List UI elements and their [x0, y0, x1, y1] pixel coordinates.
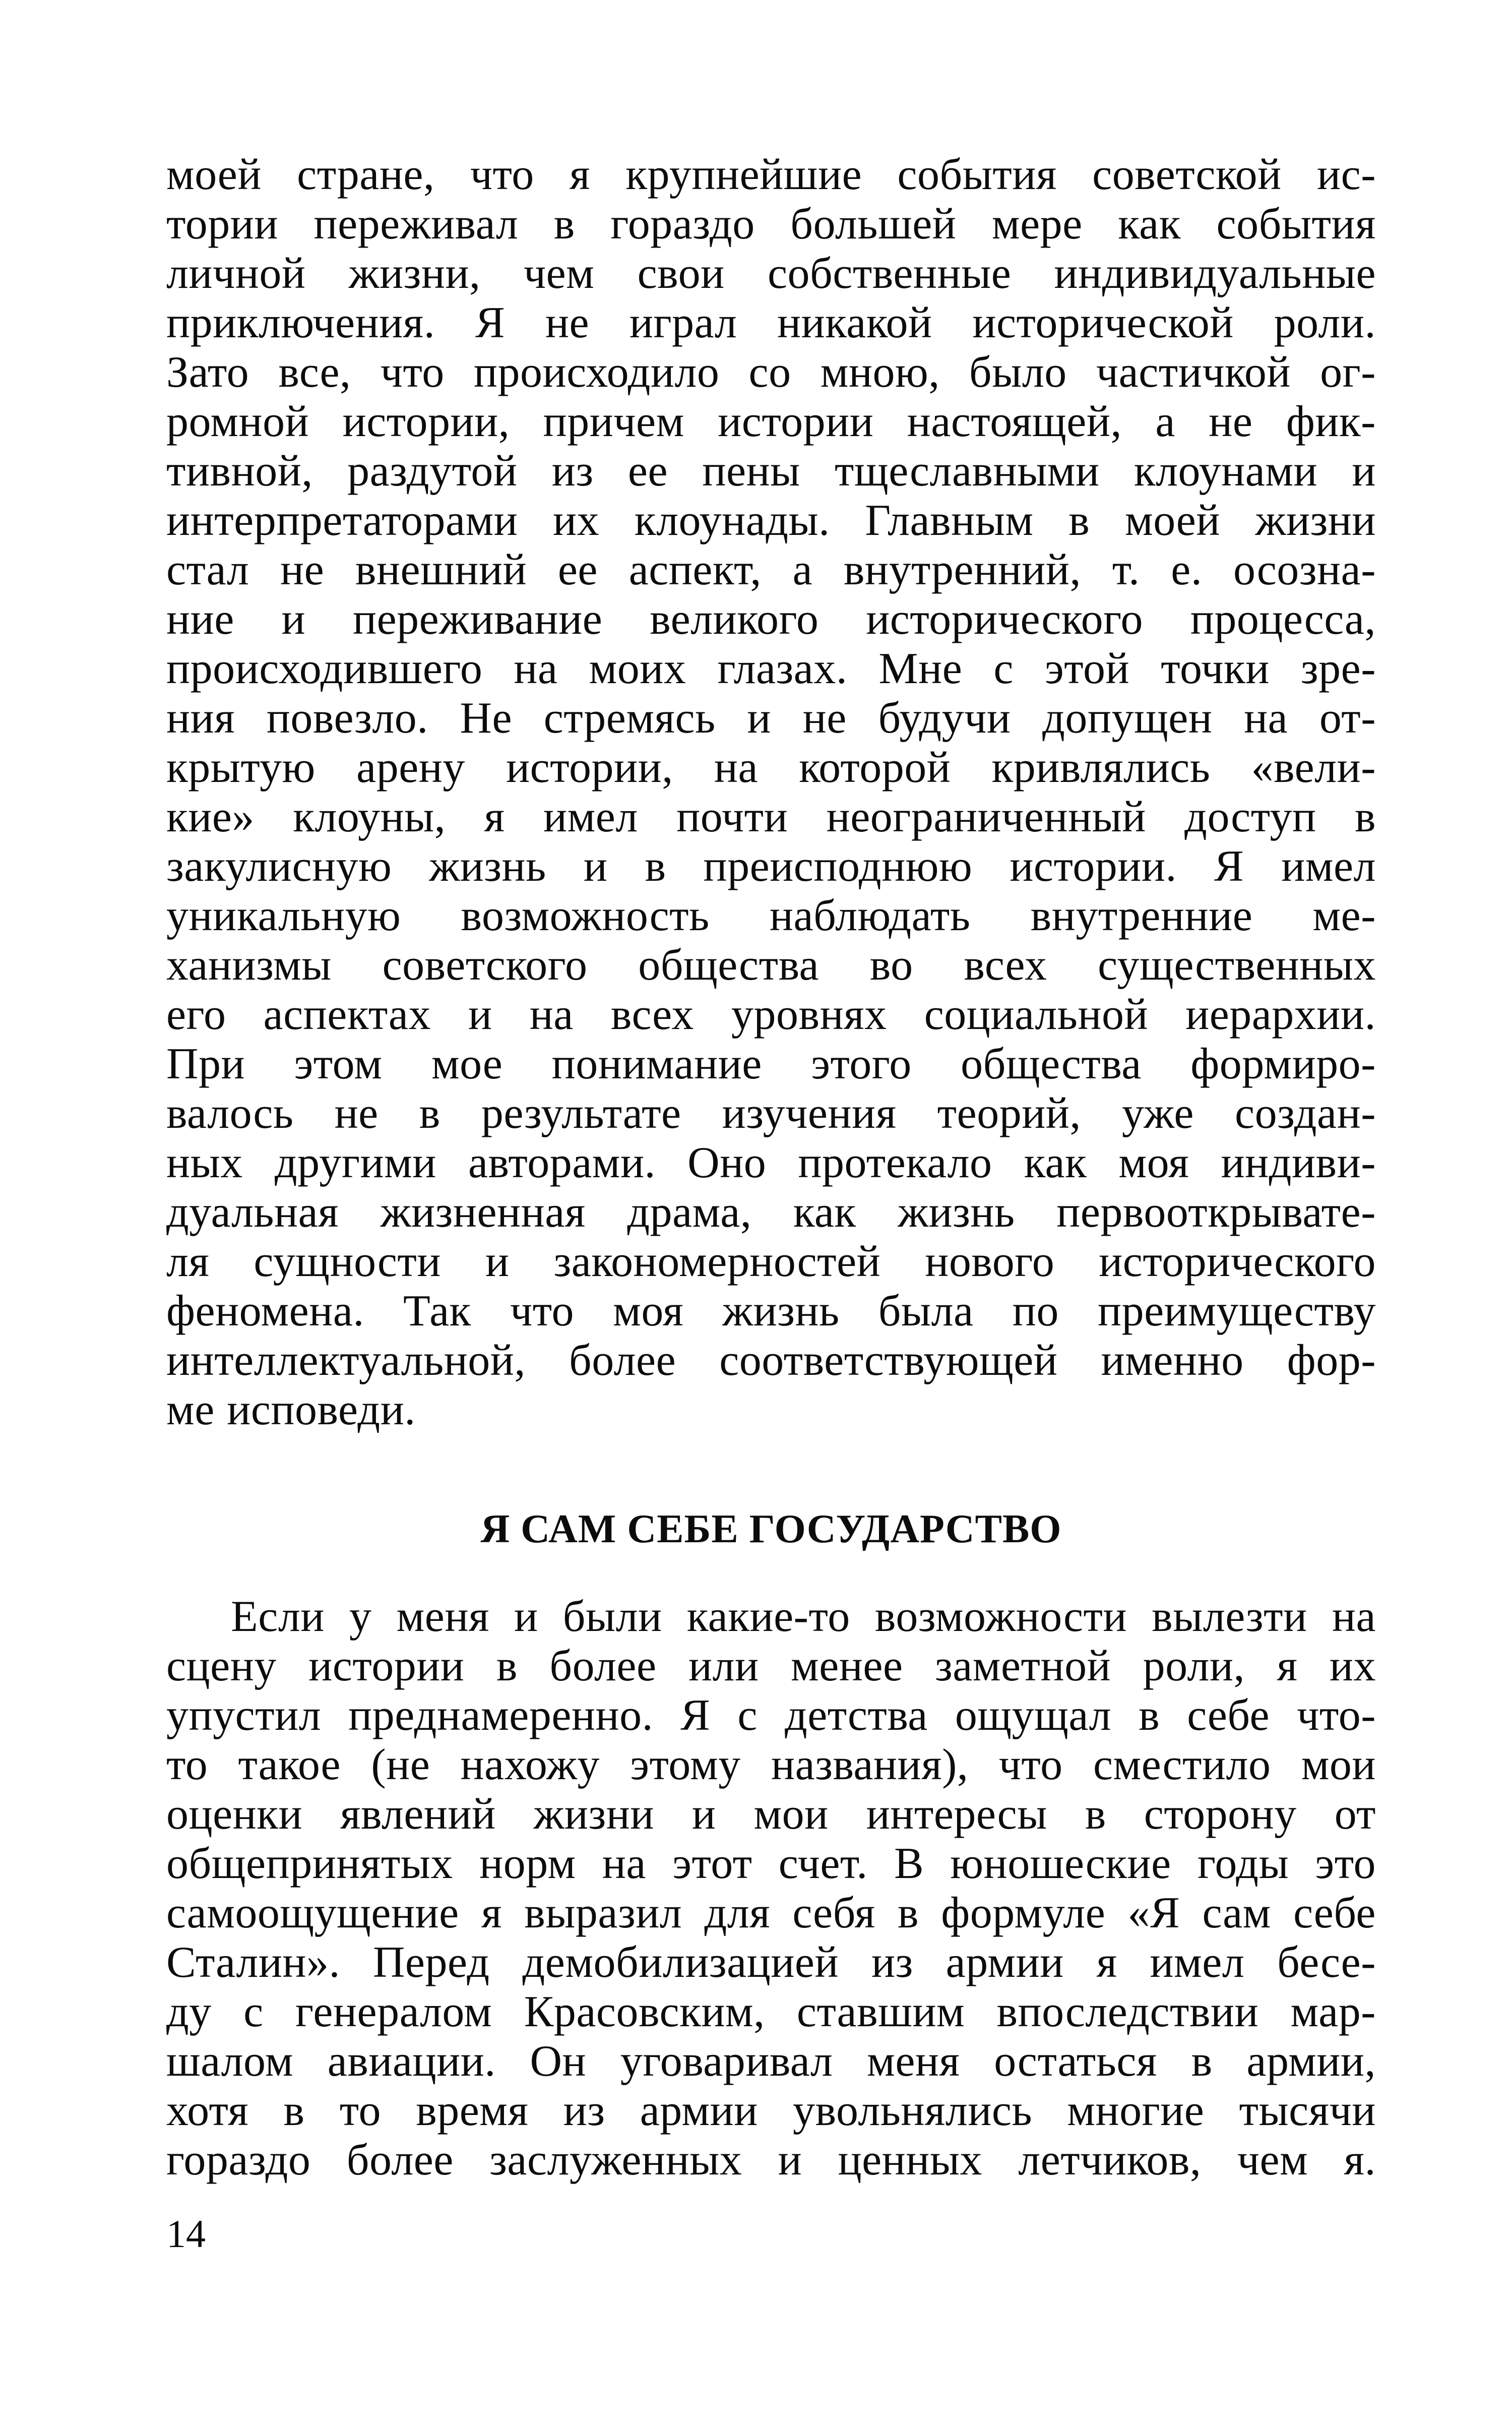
text-line: тории переживал в гораздо большей мере как события — [166, 200, 1376, 249]
text-line: ние и переживание великого исторического процесса, — [166, 595, 1376, 644]
section-heading: Я САМ СЕБЕ ГОСУДАРСТВО — [480, 1507, 1062, 1551]
text-line: Зато все, что происходило со мною, было частичкой ог- — [166, 348, 1376, 397]
text-line: интерпретаторами их клоунады. Главным в моей жизни — [166, 496, 1376, 545]
text-line: ду с генералом Красовским, ставшим впоследствии мар- — [166, 1987, 1376, 2036]
text-line: дуальная жизненная драма, как жизнь первооткрывате- — [166, 1188, 1376, 1237]
text-line: его аспектах и на всех уровнях социальной иерархии. — [166, 990, 1376, 1039]
text-line: общепринятых норм на этот счет. В юношеские годы это — [166, 1839, 1376, 1888]
text-line: тивной, раздутой из ее пены тщеславными клоунами и — [166, 447, 1376, 496]
text-line: упустил преднамеренно. Я с детства ощущал в себе что- — [166, 1691, 1376, 1740]
text-line: шалом авиации. Он уговаривал меня остаться в армии, — [166, 2037, 1376, 2086]
text-line: ромной истории, причем истории настоящей, а не фик- — [166, 397, 1376, 446]
text-line: крытую арену истории, на которой кривлялись «вели- — [166, 743, 1376, 792]
text-line: моей стране, что я крупнейшие события советской ис- — [166, 150, 1376, 199]
text-line: ных другими авторами. Оно протекало как моя индиви- — [166, 1138, 1376, 1187]
text-line: ния повезло. Не стремясь и не будучи допущен на от- — [166, 694, 1376, 743]
text-line: оценки явлений жизни и мои интересы в сторону от — [166, 1790, 1376, 1839]
text-line: ля сущности и закономерностей нового исторического — [166, 1237, 1376, 1286]
text-line: то такое (не нахожу этому названия), что сместило мои — [166, 1740, 1376, 1789]
text-line: самоощущение я выразил для себя в формуле «Я сам себе — [166, 1889, 1376, 1938]
text-line: ханизмы советского общества во всех существенных — [166, 941, 1376, 990]
text-line: При этом мое понимание этого общества формиро- — [166, 1040, 1376, 1088]
text-line: закулисную жизнь и в преисподнюю истории. Я имел — [166, 842, 1376, 891]
text-line: сцену истории в более или менее заметной роли, я их — [166, 1642, 1376, 1690]
paragraph-1 — [166, 150, 1376, 1435]
text-line: Сталин». Перед демобилизацией из армии я имел бесе- — [166, 1938, 1376, 1987]
text-line: Если у меня и были какие-то возможности вылезти на — [231, 1592, 1376, 1641]
text-line: стал не внешний ее аспект, а внутренний, т. е. осозна- — [166, 546, 1376, 594]
page-number: 14 — [166, 2212, 206, 2256]
text-line: приключения. Я не играл никакой исторической роли. — [166, 298, 1376, 347]
text-line: валось не в результате изучения теорий, уже создан- — [166, 1089, 1376, 1138]
text-line: личной жизни, чем свои собственные индивидуальные — [166, 249, 1376, 298]
text-line: кие» клоуны, я имел почти неограниченный доступ в — [166, 793, 1376, 841]
text-line: хотя в то время из армии увольнялись многие тысячи — [166, 2086, 1376, 2135]
paragraph-2 — [166, 1592, 1376, 2185]
text-line: ме исповеди. — [166, 1385, 416, 1434]
text-line: интеллектуальной, более соответствующей именно фор- — [166, 1336, 1376, 1385]
text-line: гораздо более заслуженных и ценных летчиков, чем я. — [166, 2136, 1376, 2185]
text-line: феномена. Так что моя жизнь была по преимуществу — [166, 1287, 1376, 1336]
text-line: происходившего на моих глазах. Мне с этой точки зре- — [166, 644, 1376, 693]
text-line: уникальную возможность наблюдать внутренние ме- — [166, 891, 1376, 940]
